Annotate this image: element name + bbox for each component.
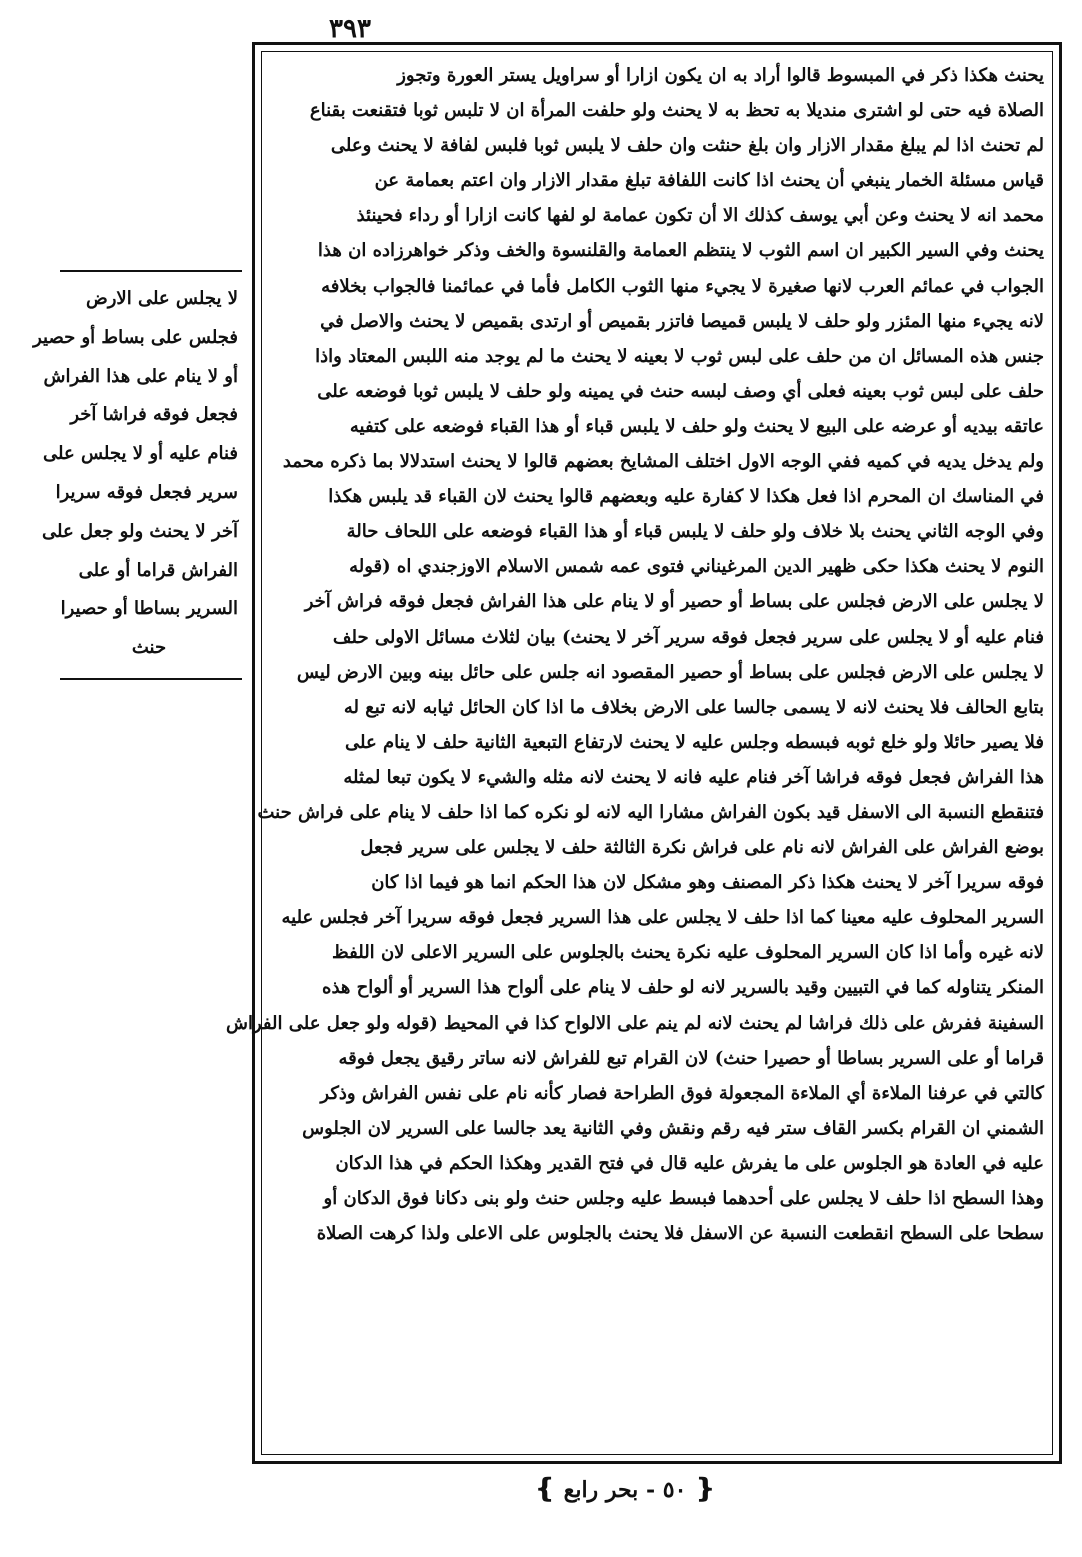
- text-line: لم تحنث اذا لم يبلغ مقدار الازار وان بلغ حنثت وان حلف لا يلبس ثوبا فلبس لفافة لا يحنث وعلى: [330, 135, 1044, 157]
- footer-open-brace: ❴: [694, 1474, 716, 1504]
- text-line: في المناسك ان المحرم اذا فعل هكذا لا كفارة عليه وبعضهم قالوا يحنث لان القباء قد يلبس هكذا: [328, 486, 1044, 508]
- margin-note: [33, 270, 242, 680]
- text-line: ولم يدخل يديه في كميه ففي الوجه الاول اختلف المشايخ بعضهم قالوا لا يحنث استدلالا بما ذكره محمد: [282, 451, 1044, 473]
- text-line: الشمني ان القرام بكسر القاف ستر فيه رقم ونقش وفي الثانية يعد جالسا على السرير لان الجلوس: [302, 1117, 1044, 1139]
- text-line: كالتي في عرفنا الملاءة أي الملاءة المجعولة فوق الطراحة فصار كأنه نام على نفس الفراش وذكر: [320, 1082, 1044, 1104]
- footer-text: ٥٠ - بحر رابع: [563, 1477, 687, 1503]
- page-number: ٣٩٣: [329, 14, 371, 44]
- margin-line: حنث: [131, 637, 167, 659]
- text-line: بوضع الفراش على الفراش لانه نام على فراش نكرة الثالثة حلف لا يجلس على سرير فجعل: [360, 837, 1044, 859]
- text-line: قراما أو على السرير بساطا أو حصيرا حنث) لان القرام تبع للفراش لانه ساتر رقيق يجعل فوقه: [338, 1047, 1044, 1069]
- text-line: عاتقه بيديه أو عرضه على البيع لا يحنث ولو حلف لا يلبس قباء أو هذا القباء فوضعه على كتفيه: [349, 415, 1044, 437]
- text-line: قياس مسئلة الخمار ينبغي أن يحنث اذا كانت اللفافة تبلغ مقدار الازار وان اعتم بعمامة عن: [374, 170, 1044, 192]
- text-line: عليه في العادة هو الجلوس على ما يفرش عليه قال في فتح القدير وهكذا الحكم في هذا الدكان: [335, 1152, 1044, 1174]
- margin-line: لا يجلس على الارض: [85, 288, 238, 309]
- text-line: فنام عليه أو لا يجلس على سرير فجعل فوقه سرير آخر لا يحنث) بيان لثلاث مسائل الاولى حلف: [332, 626, 1044, 648]
- text-line: بتابع الحالف فلا يحنث لانه لا يسمى جالسا على الارض بخلاف ما اذا كان الحائل ثيابه لانه تبع له: [343, 696, 1044, 718]
- text-line: وفي الوجه الثاني يحنث بلا خلاف ولو حلف لا يلبس قباء أو هذا القباء فوضعه على اللحاف حالة: [346, 521, 1044, 543]
- text-line: لانه غيره وأما اذا كان السرير المحلوف عليه نكرة يحنث بالجلوس على السرير الاعلى لان اللفظ: [332, 942, 1044, 964]
- text-line: حلف على لبس ثوب بعينه فعلى أي وصف لبسه حنث في يمينه ولو حلف لا يلبس ثوبا فوضعه على: [317, 380, 1044, 402]
- text-line: السفينة ففرش على ذلك فراشا لم يحنث لانه لم ينم على الالواح كذا في المحيط (قوله ولو جعل على الفراش: [225, 1012, 1044, 1034]
- main-text-frame: [225, 42, 1062, 1464]
- text-line: الصلاة فيه حتى لو اشترى منديلا به تحظ به لا يحنث ولو حلفت المرأة ان لا تلبس ثوبا فتقنعت بقناع: [309, 100, 1044, 122]
- text-line: الجواب في عمائم العرب لانها صغيرة لا يجيء منها الثوب الكامل فأما في عمائمنا فالجواب بخلافه: [321, 275, 1044, 297]
- text-line: وهذا السطح اذا حلف لا يجلس على أحدهما فبسط عليه وجلس حنث ولو بنى دكانا فوق الدكان أو: [323, 1188, 1044, 1209]
- text-line: يحنث وفي السير الكبير ان اسم الثوب لا ينتظم العمامة والقلنسوة والخف وذكر خواهرزاده ان هذا: [317, 240, 1044, 262]
- margin-line: السرير بساطا أو حصيرا: [60, 598, 238, 620]
- text-line: فتنقطع النسبة الى الاسفل قيد بكون الفراش مشارا اليه لانه لو نكره كما اذا حلف لا ينام على فراش حنث: [257, 801, 1044, 823]
- text-line: لانه يجيء منها المئزر ولو حلف لا يلبس قميصا فاتزر بقميص أو ارتدى بقميص لا يحنث والاصل في: [320, 310, 1044, 332]
- text-line: هذا الفراش فجعل فوقه فراشا آخر فنام عليه فانه لا يحنث لانه مثله والشيء لا يكون تبعا لمثله: [343, 766, 1044, 788]
- margin-line: فجعل فوقه فراشا آخر: [70, 404, 238, 426]
- margin-line: فجلس على بساط أو حصير: [33, 326, 238, 348]
- text-line: لا يجلس على الارض فجلس على بساط أو حصير المقصود انه جلس على حائل بينه وبين الارض ليس: [296, 661, 1044, 683]
- margin-line: فنام عليه أو لا يجلس على: [43, 443, 238, 465]
- text-line: فلا يصير حائلا ولو خلع ثوبه فبسطه وجلس عليه لا يحنث لارتفاع التبعية الثانية حلف لا ينام على: [344, 731, 1044, 753]
- margin-line: سرير فجعل فوقه سريرا: [55, 481, 238, 503]
- text-line: محمد انه لا يحنث وعن أبي يوسف كذلك الا أن تكون عمامة لو لفها كانت ازارا أو رداء فحينئذ: [356, 205, 1044, 227]
- footer-signature: [510, 1474, 740, 1504]
- margin-line: آخر لا يحنث ولو جعل على: [41, 520, 238, 542]
- main-text-inner-frame: [225, 51, 1053, 1455]
- text-line: سطحا على السطح انقطعت النسبة عن الاسفل فلا يحنث بالجلوس على الاعلى ولذا كرهت الصلاة: [316, 1223, 1044, 1245]
- text-line: جنس هذه المسائل ان من حلف على لبس ثوب لا بعينه لا يحنث ما لم يوجد منه اللبس المعتاد واذا: [315, 345, 1044, 367]
- text-line: لا يجلس على الارض فجلس على بساط أو حصير أو لا ينام على هذا الفراش فجعل فوقه فراش آخر: [304, 591, 1044, 613]
- margin-line: أو لا ينام على هذا الفراش: [43, 365, 238, 387]
- text-line: السرير المحلوف عليه معينا كما اذا حلف لا يجلس على هذا السرير فجعل فوقه سريرا آخر فجلس عليه: [281, 907, 1044, 929]
- margin-note-body: [33, 272, 242, 672]
- main-text-body: [225, 58, 1044, 1448]
- footer-close-brace: ❵: [534, 1474, 556, 1504]
- text-line: النوم لا يحنث هكذا حكى ظهير الدين المرغيناني فتوى عمه شمس الاسلام الاوزجندي اه (قوله: [349, 556, 1044, 578]
- margin-line: الفراش قراما أو على: [78, 559, 238, 581]
- text-line: فوقه سريرا آخر لا يحنث هكذا ذكر المصنف وهو مشكل لان هذا الحكم انما هو فيما اذا كان: [371, 872, 1044, 894]
- text-line: المنكر يتناوله كما في التبيين وقيد بالسرير لانه لو حلف لا ينام على ألواح هذا السرير أو ألواح هذه: [322, 977, 1044, 999]
- text-line: يحنث هكذا ذكر في المبسوط قالوا أراد به ان يكون ازارا أو سراويل يستر العورة وتجوز: [397, 65, 1044, 86]
- margin-bottom-rule: [60, 678, 242, 680]
